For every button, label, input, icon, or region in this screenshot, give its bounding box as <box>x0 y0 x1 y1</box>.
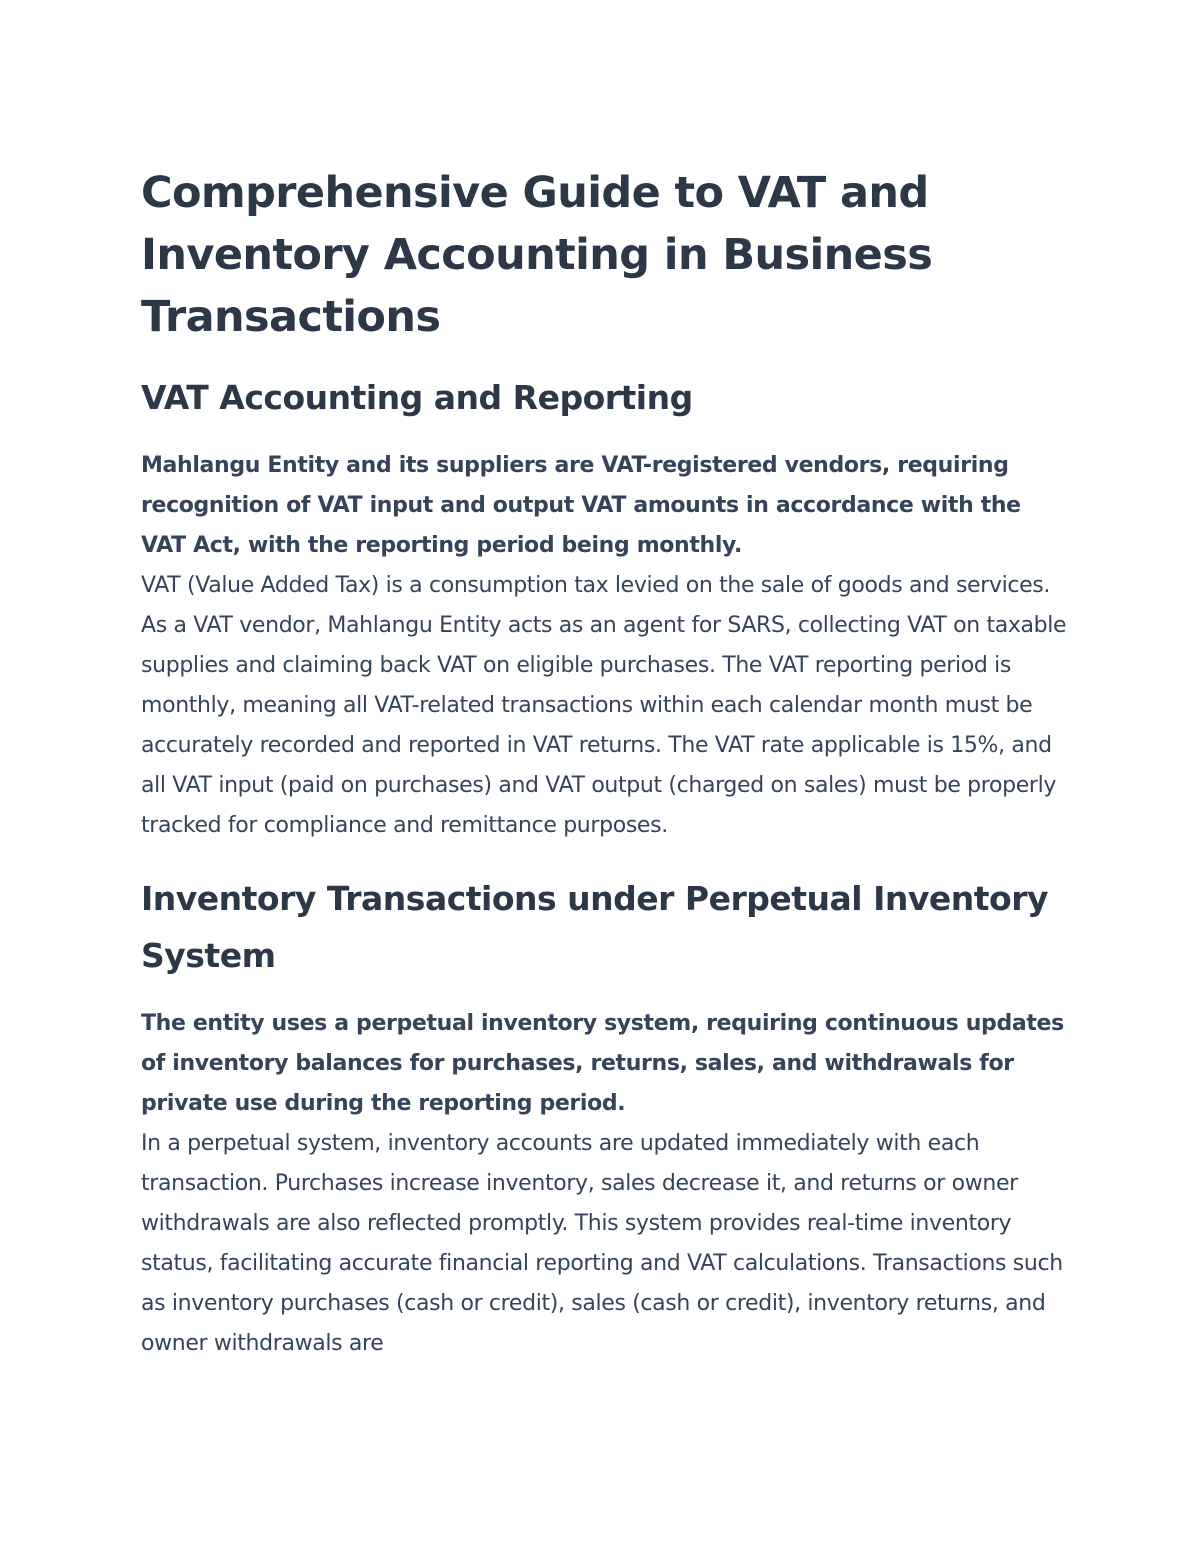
section-lead-inventory: The entity uses a perpetual inventory system, requiring continuous updates of inventory balances for purchases, returns, sales, and withdrawals for private use during the reporting period. <box>141 1011 1064 1116</box>
section-body-inventory: In a perpetual system, inventory accounts are updated immediately with each transaction. Purchases increase inventory, sales decrease it, and returns or owner withdrawals are also reflected promptly. This system provides real-time inventory status, facilitating accurate financial reporting and VAT calculations. Transactions such as inventory purchases (cash or credit), sales (cash or credit), inventory returns, and owner withdrawals are <box>141 1131 1063 1356</box>
document-title: Comprehensive Guide to VAT and Inventory Accounting in Business Transactions <box>141 168 933 342</box>
document-page <box>141 162 1071 1364</box>
section-heading-inventory: Inventory Transactions under Perpetual Inventory System <box>141 879 1048 975</box>
section-body-vat: VAT (Value Added Tax) is a consumption tax levied on the sale of goods and services. As a VAT vendor, Mahlangu Entity acts as an agent for SARS, collecting VAT on taxable supplies and claiming back VAT on eligible purchases. The VAT reporting period is monthly, meaning all VAT-related transactions within each calendar month must be accurately recorded and reported in VAT returns. The VAT rate applicable is 15%, and all VAT input (paid on purchases) and VAT output (charged on sales) must be properly tracked for compliance and remittance purposes. <box>141 573 1067 838</box>
section-lead-vat: Mahlangu Entity and its suppliers are VAT-registered vendors, requiring recognition of VAT input and output VAT amounts in accordance with the VAT Act, with the reporting period being monthly. <box>141 453 1021 558</box>
section-heading-vat: VAT Accounting and Reporting <box>141 378 693 417</box>
